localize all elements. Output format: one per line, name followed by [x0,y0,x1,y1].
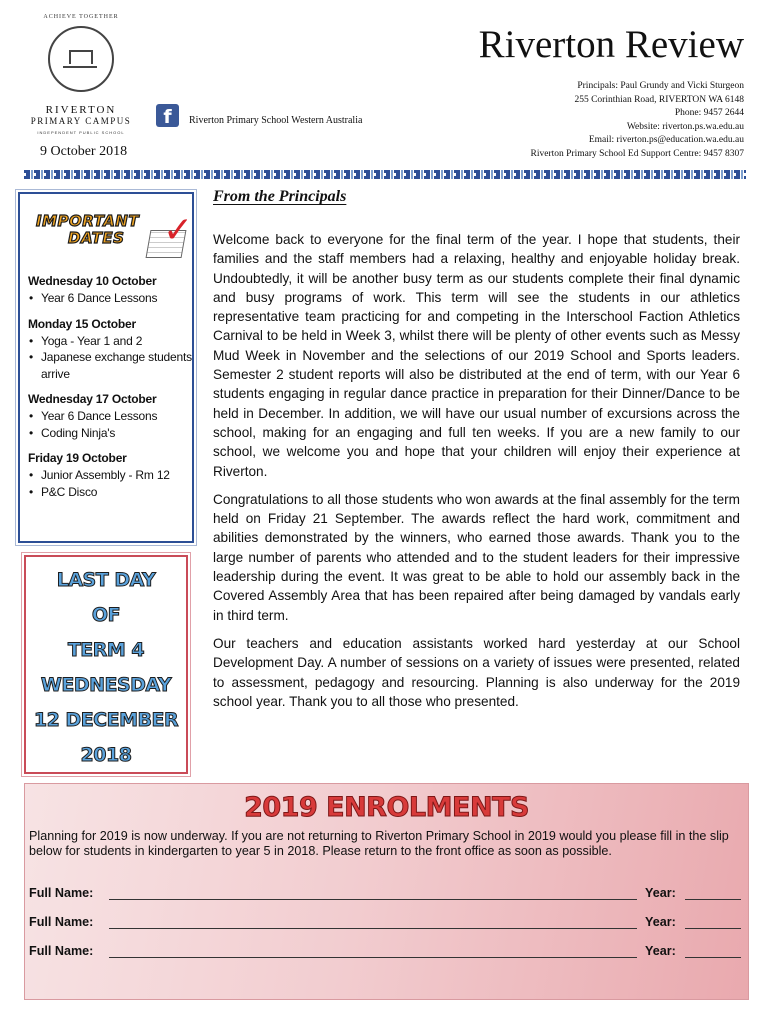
school-motto: ACHIEVE TOGETHER [43,14,119,20]
issue-date: 9 October 2018 [40,144,128,159]
article-paragraph: Our teachers and education assistants worked hard yesterday at our School Development Day. A number of sessions on a variety of issues were presented, related to assessment, pedagogy and resourcing. Planning is also underway for the 2019 school year. Thank you to all those who presented. [213,635,740,709]
decorative-border [24,170,746,179]
event-group [28,274,192,307]
last-day-box [24,555,188,774]
event-item: • Yoga - Year 1 and 2 [28,333,192,350]
event-day: Monday 15 October [28,316,136,331]
year-label: Year: [645,944,676,958]
contact-block [531,80,744,161]
article-paragraph: Welcome back to everyone for the final term of the year. I hope that students, their families and the staff members had a relaxing, healthy and enjoyable holiday break. Undoubtedly, it will be another busy term as our students complete their final dynamic and busy programs of work. This term will see the students in our athletics representative team practicing for and competing in the Interschool Faction Athletics Carnival to be held in Week 3, whilst there will be plenty of other events such as Messy Mud Week in November and the selections of our 2019 School and Sports leaders. Semester 2 student reports will also be distributed at the end of term, with our Year 6 students engaging in regular dance practice in preparation for their Dinner/Dance to be held in December. In addition, we will have our usual number of excursions across the school, making for an engaging and full ten weeks. If you are a new family to our school, we welcome you and hope that your children will enjoy their experience at Riverton. [213,232,740,479]
last-day-line: LAST DAY [56,569,156,591]
full-name-field[interactable] [109,957,637,958]
banner-important: IMPORTANT [36,212,140,230]
event-group [28,317,192,383]
banner-dates: DATES [68,229,125,247]
full-name-field[interactable] [109,899,637,900]
contact-email[interactable]: Email: riverton.ps@education.wa.edu.au [588,135,744,145]
last-day-line: TERM 4 [67,639,145,661]
facebook-icon[interactable]: f [156,104,179,127]
important-dates-box [18,192,194,543]
enrolment-slip-row [29,886,741,904]
event-day: Wednesday 10 October [28,274,157,288]
enrolment-slip-row [29,944,741,962]
full-name-field[interactable] [109,928,637,929]
checkmark-icon: ✓ [163,210,194,251]
article-paragraph: Congratulations to all those students who won awards at the final assembly for the term held on Friday 21 September. The awards reflect the hard work, commitment and abilities demonstrated by the winners, who earned those awards. Thank you to the large number of parents who attended and to the student leaders for their impressive leadership during the event. It was great to be able to hold our assembly back in the Covered Assembly Area that has been repaired after being damaged by vandals early in third term. [213,491,740,623]
full-name-label: Full Name: [29,886,94,900]
article-heading: From the Principals [213,188,347,205]
event-group [28,392,192,441]
year-field[interactable] [685,899,741,900]
important-dates-banner [20,194,192,264]
last-day-line: 12 DECEMBER [33,709,179,731]
article-body [213,230,740,720]
year-field[interactable] [685,957,741,958]
contact-address: 255 Corinthian Road, RIVERTON WA 6148 [574,94,744,105]
school-campus: PRIMARY CAMPUS [30,116,132,126]
event-item: • Year 6 Dance Lessons [28,290,192,307]
full-name-label: Full Name: [29,915,94,929]
contact-website[interactable]: Website: riverton.ps.wa.edu.au [626,121,744,132]
facebook-link[interactable]: Riverton Primary School Western Australia [189,115,363,126]
event-day: Friday 19 October [28,451,127,465]
event-day: Wednesday 17 October [28,392,157,406]
contact-principals: Principals: Paul Grundy and Vicki Sturgeon [577,81,744,91]
enrolments-text: Planning for 2019 is now underway. If you are not returning to Riverton Primary School in 2019 would you please fill in the slip below for students in kindergarten to year 5 in 2018. Please return to the front office as soon as possible. [29,829,729,859]
year-field[interactable] [685,928,741,929]
school-name: RIVERTON [45,104,117,116]
contact-ed-support: Riverton Primary School Ed Support Centre: 9457 8307 [530,148,744,159]
school-logo [28,14,134,135]
school-tagline: INDEPENDENT PUBLIC SCHOOL [37,130,125,135]
enrolments-title: 2019 ENROLMENTS [244,792,529,823]
year-label: Year: [645,886,676,900]
full-name-label: Full Name: [29,944,94,958]
enrolments-panel [24,783,749,1000]
event-item: • Coding Ninja's [28,425,192,442]
event-item: • Junior Assembly - Rm 12 [28,467,192,484]
school-crest-icon [43,14,119,92]
contact-phone: Phone: 9457 2644 [674,108,744,118]
last-day-line: 2018 [80,744,132,766]
year-label: Year: [645,915,676,929]
event-item: • Year 6 Dance Lessons [28,408,192,425]
last-day-line: WEDNESDAY [40,674,172,696]
event-item: • P&C Disco [28,484,192,501]
newsletter-title: Riverton Review [478,23,744,66]
last-day-line: OF [91,604,121,626]
event-group [28,451,192,500]
event-item: • Japanese exchange students arrive [28,349,192,382]
enrolment-slip-row [29,915,741,933]
